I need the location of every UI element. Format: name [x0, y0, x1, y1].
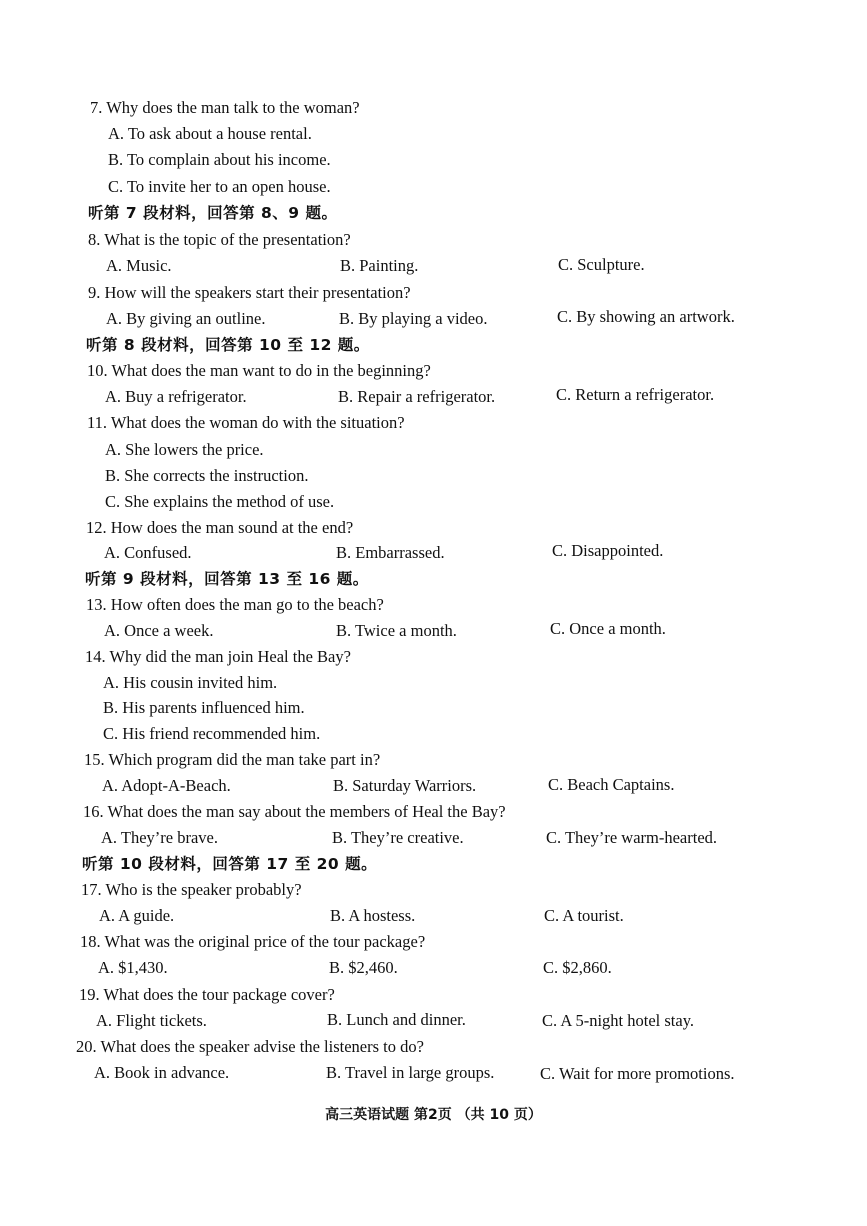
- question-14-option-c: C. His friend recommended him.: [103, 724, 321, 743]
- question-11-option-c: C. She explains the method of use.: [105, 492, 335, 511]
- question-10-option-b: B. Repair a refrigerator.: [338, 387, 496, 406]
- question-11-option-b: B. She corrects the instruction.: [105, 466, 309, 485]
- question-17-option-a: A. A guide.: [99, 906, 175, 925]
- question-12-option-c: C. Disappointed.: [552, 541, 664, 560]
- question-8-stem: 8. What is the topic of the presentation?: [88, 230, 351, 249]
- question-20-option-c: C. Wait for more promotions.: [540, 1064, 735, 1083]
- question-12-option-b: B. Embarrassed.: [336, 543, 445, 562]
- question-18-stem: 18. What was the original price of the tour package?: [80, 932, 426, 951]
- question-13-option-b: B. Twice a month.: [336, 621, 457, 640]
- question-10-option-a: A. Buy a refrigerator.: [105, 387, 247, 406]
- section-8-instruction: 听第 8 段材料，回答第 10 至 12 题。: [86, 336, 370, 354]
- question-18-option-b: B. $2,460.: [329, 958, 398, 977]
- question-19-stem: 19. What does the tour package cover?: [79, 985, 335, 1004]
- question-9-option-b: B. By playing a video.: [339, 309, 488, 328]
- question-20-stem: 20. What does the speaker advise the listeners to do?: [76, 1037, 424, 1056]
- question-10-stem: 10. What does the man want to do in the beginning?: [87, 361, 431, 380]
- page-footer: 高三英语试题 第2页 （共 10 页）: [325, 1107, 542, 1123]
- section-7-instruction: 听第 7 段材料，回答第 8、9 题。: [88, 204, 338, 222]
- question-11-option-a: A. She lowers the price.: [105, 440, 264, 459]
- question-14-stem: 14. Why did the man join Heal the Bay?: [85, 647, 351, 666]
- question-18-option-c: C. $2,860.: [543, 958, 612, 977]
- question-8-option-a: A. Music.: [106, 256, 172, 275]
- question-13-stem: 13. How often does the man go to the beach?: [86, 595, 384, 614]
- question-15-stem: 15. Which program did the man take part in?: [84, 750, 381, 769]
- question-10-option-c: C. Return a refrigerator.: [556, 385, 715, 404]
- question-17-stem: 17. Who is the speaker probably?: [81, 880, 302, 899]
- question-12-option-a: A. Confused.: [104, 543, 192, 562]
- question-9-stem: 9. How will the speakers start their presentation?: [88, 283, 411, 302]
- question-13-option-a: A. Once a week.: [104, 621, 214, 640]
- question-14-option-b: B. His parents influenced him.: [103, 698, 305, 717]
- question-8-option-c: C. Sculpture.: [558, 255, 645, 274]
- question-7-option-c: C. To invite her to an open house.: [108, 177, 331, 196]
- question-7-option-a: A. To ask about a house rental.: [108, 124, 312, 143]
- question-8-option-b: B. Painting.: [340, 256, 419, 275]
- question-20-option-a: A. Book in advance.: [94, 1063, 230, 1082]
- question-15-option-b: B. Saturday Warriors.: [333, 776, 477, 795]
- question-7-stem: 7. Why does the man talk to the woman?: [90, 98, 360, 117]
- section-9-instruction: 听第 9 段材料，回答第 13 至 16 题。: [85, 570, 369, 588]
- question-12-stem: 12. How does the man sound at the end?: [86, 518, 354, 537]
- question-19-option-c: C. A 5-night hotel stay.: [542, 1011, 695, 1030]
- question-16-option-c: C. They’re warm-hearted.: [546, 828, 718, 847]
- question-18-option-a: A. $1,430.: [98, 958, 168, 977]
- question-16-option-a: A. They’re brave.: [101, 828, 218, 847]
- question-19-option-a: A. Flight tickets.: [96, 1011, 207, 1030]
- question-11-stem: 11. What does the woman do with the situation?: [87, 413, 405, 432]
- question-19-option-b: B. Lunch and dinner.: [327, 1010, 466, 1029]
- question-16-option-b: B. They’re creative.: [332, 828, 464, 847]
- question-17-option-b: B. A hostess.: [330, 906, 416, 925]
- question-13-option-c: C. Once a month.: [550, 619, 666, 638]
- question-17-option-c: C. A tourist.: [544, 906, 624, 925]
- question-15-option-a: A. Adopt-A-Beach.: [102, 776, 231, 795]
- question-9-option-c: C. By showing an artwork.: [557, 307, 735, 326]
- question-9-option-a: A. By giving an outline.: [106, 309, 266, 328]
- question-16-stem: 16. What does the man say about the members of Heal the Bay?: [83, 802, 506, 821]
- question-15-option-c: C. Beach Captains.: [548, 775, 675, 794]
- question-14-option-a: A. His cousin invited him.: [103, 673, 278, 692]
- question-7-option-b: B. To complain about his income.: [108, 150, 331, 169]
- section-10-instruction: 听第 10 段材料，回答第 17 至 20 题。: [82, 855, 378, 873]
- question-20-option-b: B. Travel in large groups.: [326, 1063, 495, 1082]
